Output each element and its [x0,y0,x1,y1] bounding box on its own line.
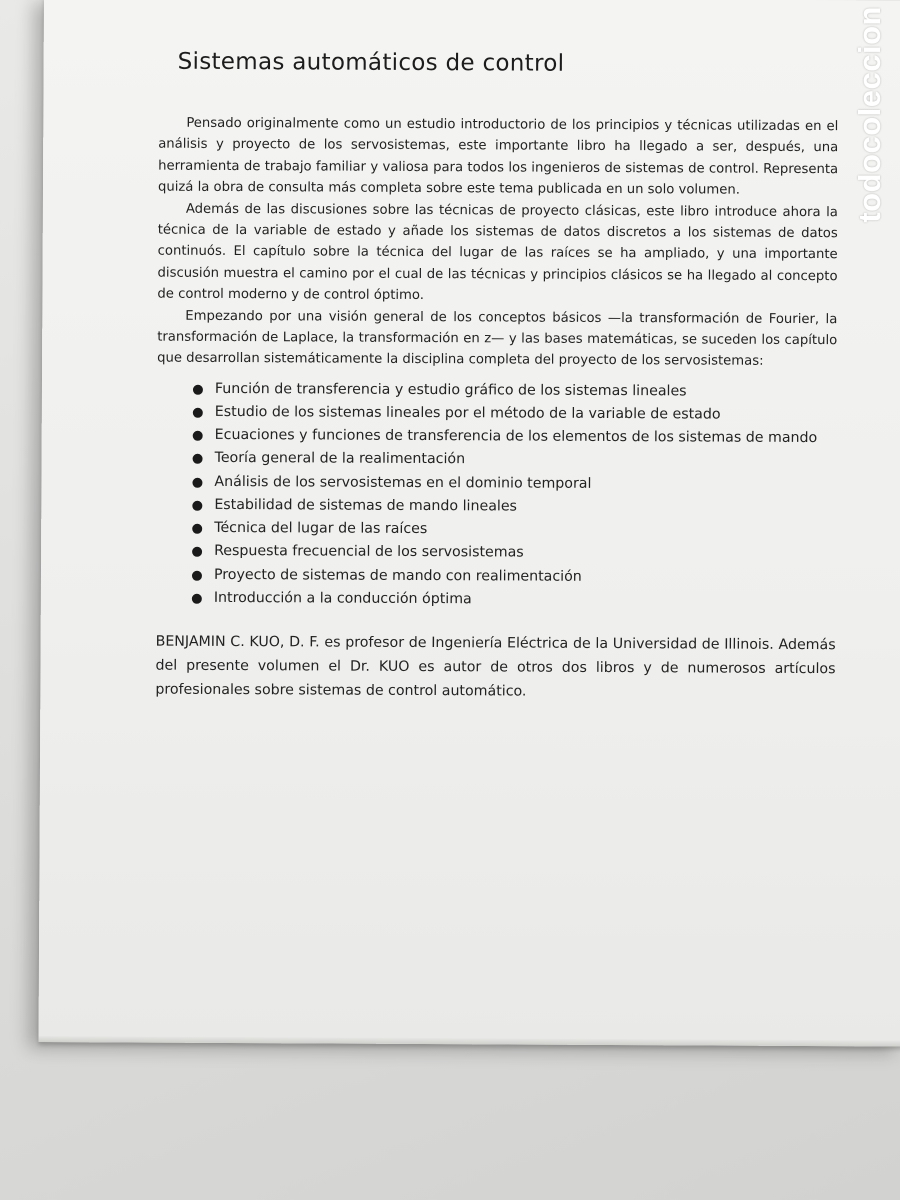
chapter-label: Ecuaciones y funciones de transferencia de los elementos de los sistemas de mando [214,427,818,447]
bullet-icon [193,385,203,395]
chapter-label: Estabilidad de sistemas de mando lineales [214,496,518,515]
cover-bottom-edge [39,1036,900,1047]
chapter-label: Función de transferencia y estudio gráfico de los sistemas lineales [214,380,687,400]
chapter-item [156,586,836,613]
bullet-icon [192,593,202,603]
paragraph: Empezando por una visión general de los conceptos básicos —la transformación de Fourier, la transformación de Laplace, la transformación en z— y las bases matemáticas, se suceden los capítulo que desarrollan sistemáticamente la disciplina completa del proyecto de los servosistemas: [157,308,838,370]
chapter-label: Análisis de los servosistemas en el dominio temporal [214,473,592,492]
book-title: Sistemas automáticos de control [177,48,565,77]
chapter-item [156,563,836,590]
bullet-icon [192,570,202,580]
book-back-cover [39,0,900,1047]
chapter-label: Teoría general de la realimentación [214,450,466,468]
chapter-label: Introducción a la conducción óptima [213,589,472,607]
bullet-icon [193,454,203,464]
chapter-list [156,377,837,613]
bullet-icon [193,431,203,441]
bullet-icon [192,477,202,487]
chapter-label: Respuesta frecuencial de los servosistemas [214,543,524,561]
paragraph: Además de las discusiones sobre las técnicas de proyecto clásicas, este libro introduce ahora la técnica de la variable de estado y añade los sistemas de datos discretos a los sistemas de datos continuós. El capítulo sobre la técnica del lugar de las raíces se ha ampliado, y una importante discusión muestra el camino por el cual de las técnicas y principios clásicos se ha llegado al concepto de control moderno y de control óptimo. [157,201,838,304]
watermark: todocoleccion [852,6,887,223]
chapter-label: Técnica del lugar de las raíces [214,519,428,538]
description-text [155,113,838,705]
chapter-label: Proyecto de sistemas de mando con realimentación [213,566,582,585]
paragraph: Pensado originalmente como un estudio introductorio de los principios y técnicas utilizadas en el análisis y proyecto de los servosistemas, este importante libro ha llegado a ser, después, una herramienta de trabajo familiar y valiosa para todos los ingenieros de sistemas de control. Representa quizá la obra de consulta más completa sobre este tema publicada en un solo volumen. [157,115,839,198]
chapter-label: Estudio de los sistemas lineales por el método de la variable de estado [214,403,721,423]
bullet-icon [192,547,202,557]
chapter-item [156,540,836,567]
bullet-icon [192,524,202,534]
bullet-icon [193,408,203,418]
bullet-icon [192,501,202,511]
author-bio: BENJAMIN C. KUO, D. F. es profesor de Ingeniería Eléctrica de la Universidad de Illinois. Además del presente volumen el Dr. KUO es autor de otros dos libros y de numerosos artículos profesionales sobre sistemas de control automático. [155,633,836,700]
